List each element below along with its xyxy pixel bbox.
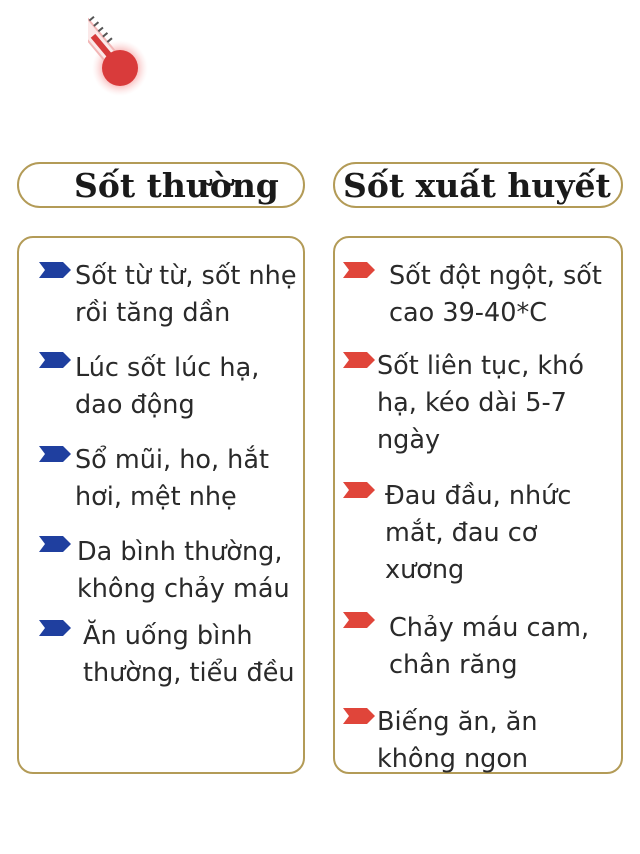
list-item-line: rồi tăng dần <box>75 298 231 328</box>
dengue-fever-panel <box>333 236 623 774</box>
chevron-right-icon <box>39 352 71 368</box>
chevron-right-icon <box>39 620 71 636</box>
list-item-line: hơi, mệt nhẹ <box>75 482 237 512</box>
list-item-line: thường, tiểu đều <box>83 658 295 688</box>
header-normal-fever <box>17 162 305 208</box>
list-item-line: Lúc sốt lúc hạ, <box>75 353 260 383</box>
list-item-line: ngày <box>377 425 441 455</box>
list-item-line: Sổ mũi, ho, hắt <box>75 445 269 475</box>
normal-fever-panel <box>17 236 305 774</box>
list-item-line: không chảy máu <box>77 574 290 604</box>
list-item-line: Chảy máu cam, <box>389 613 590 643</box>
header-dengue-fever <box>333 162 623 208</box>
list-item-line: Ăn uống bình <box>83 621 253 651</box>
chevron-right-icon <box>343 352 375 368</box>
list-item-line: Sốt liên tục, khó <box>377 351 584 381</box>
chevron-right-icon <box>39 446 71 462</box>
chevron-right-icon <box>39 262 71 278</box>
list-item-line: mắt, đau cơ <box>385 518 538 548</box>
chevron-right-icon <box>343 612 375 628</box>
list-item-line: hạ, kéo dài 5-7 <box>377 388 567 418</box>
thermometer-icon <box>88 4 208 96</box>
list-item-line: Da bình thường, <box>77 537 283 567</box>
list-item-line: xương <box>385 555 465 585</box>
chevron-right-icon <box>343 482 375 498</box>
list-item-line: dao động <box>75 390 195 420</box>
list-item-line: chân răng <box>389 650 518 680</box>
list-item-line: cao 39-40*C <box>389 298 548 328</box>
header-normal-fever-title: Sốt thường <box>74 165 279 205</box>
list-item-line: Sốt đột ngột, sốt <box>389 261 602 291</box>
chevron-right-icon <box>39 536 71 552</box>
list-item-line: không ngon <box>377 744 529 774</box>
chevron-right-icon <box>343 708 375 724</box>
chevron-right-icon <box>343 262 375 278</box>
list-item-line: Đau đầu, nhức <box>385 481 572 511</box>
header-dengue-fever-title: Sốt xuất huyết <box>343 165 611 205</box>
list-item-line: Sốt từ từ, sốt nhẹ <box>75 261 297 291</box>
list-item-line: Biếng ăn, ăn <box>377 707 538 737</box>
